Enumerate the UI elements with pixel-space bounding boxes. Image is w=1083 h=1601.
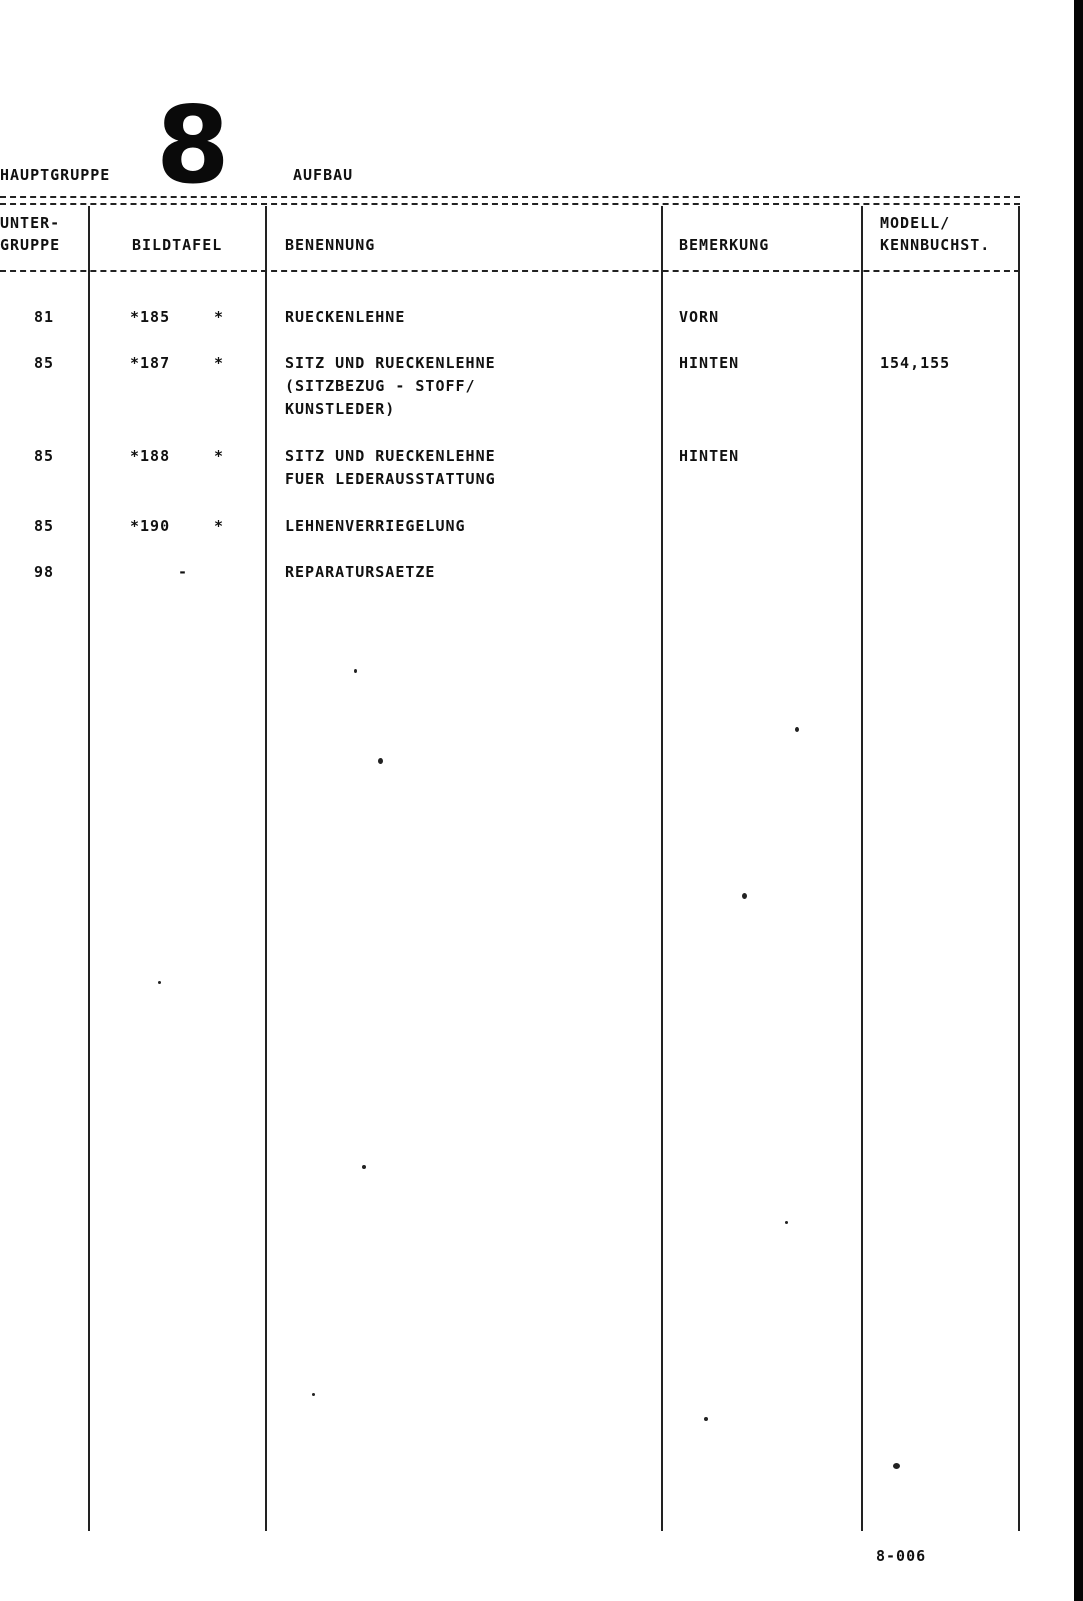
cell-untergruppe: 85 (34, 354, 55, 372)
table-row (0, 561, 1020, 587)
table-row (0, 306, 1020, 336)
cell-bemerkung: HINTEN (679, 447, 740, 465)
col-untergruppe-line1: UNTER- (0, 214, 61, 232)
scan-edge-bar (1074, 0, 1083, 1601)
cell-benennung: RUECKENLEHNE (285, 308, 406, 326)
cell-untergruppe: 85 (34, 447, 55, 465)
cell-benennung: FUER LEDERAUSSTATTUNG (285, 470, 496, 488)
scan-speck (785, 1221, 788, 1224)
col-untergruppe-line2: GRUPPE (0, 236, 61, 254)
scan-speck (378, 758, 383, 764)
cell-modell: 154,155 (880, 354, 951, 372)
cell-bildtafel: *190 (130, 517, 171, 535)
scan-speck (362, 1165, 366, 1169)
cell-bildtafel: *185 (130, 308, 171, 326)
scan-speck (312, 1393, 315, 1396)
col-modell-line1: MODELL/ (880, 214, 951, 232)
col-bemerkung: BEMERKUNG (679, 236, 770, 254)
cell-bemerkung: HINTEN (679, 354, 740, 372)
scan-speck (742, 893, 747, 899)
cell-benennung: SITZ UND RUECKENLEHNE (285, 447, 496, 465)
cell-mark: * (214, 517, 225, 535)
cell-bemerkung: VORN (679, 308, 720, 326)
scan-speck (158, 981, 161, 984)
header-double-rule (0, 196, 1020, 205)
col-benennung: BENENNUNG (285, 236, 376, 254)
scan-speck (354, 669, 357, 673)
page-number: 8-006 (876, 1547, 927, 1565)
table-row (0, 445, 1020, 493)
group-title: AUFBAU (293, 166, 354, 184)
header-dashed-rule (0, 270, 1020, 272)
cell-benennung: (SITZBEZUG - STOFF/ (285, 377, 476, 395)
group-label: HAUPTGRUPPE (0, 166, 111, 184)
cell-benennung: REPARATURSAETZE (285, 563, 436, 581)
cell-bildtafel: *187 (130, 354, 171, 372)
cell-benennung: KUNSTLEDER) (285, 400, 396, 418)
cell-untergruppe: 85 (34, 517, 55, 535)
cell-untergruppe: 98 (34, 563, 55, 581)
cell-benennung: SITZ UND RUECKENLEHNE (285, 354, 496, 372)
scan-speck (795, 727, 799, 732)
cell-bildtafel: - (178, 563, 189, 581)
cell-benennung: LEHNENVERRIEGELUNG (285, 517, 466, 535)
cell-untergruppe: 81 (34, 308, 55, 326)
cell-mark: * (214, 354, 225, 372)
table-row (0, 352, 1020, 424)
col-modell-line2: KENNBUCHST. (880, 236, 991, 254)
table-row (0, 515, 1020, 541)
group-number: 8 (156, 84, 230, 207)
cell-bildtafel: *188 (130, 447, 171, 465)
cell-mark: * (214, 447, 225, 465)
scan-speck (893, 1463, 900, 1469)
cell-mark: * (214, 308, 225, 326)
scan-speck (704, 1417, 708, 1421)
col-bildtafel: BILDTAFEL (132, 236, 223, 254)
